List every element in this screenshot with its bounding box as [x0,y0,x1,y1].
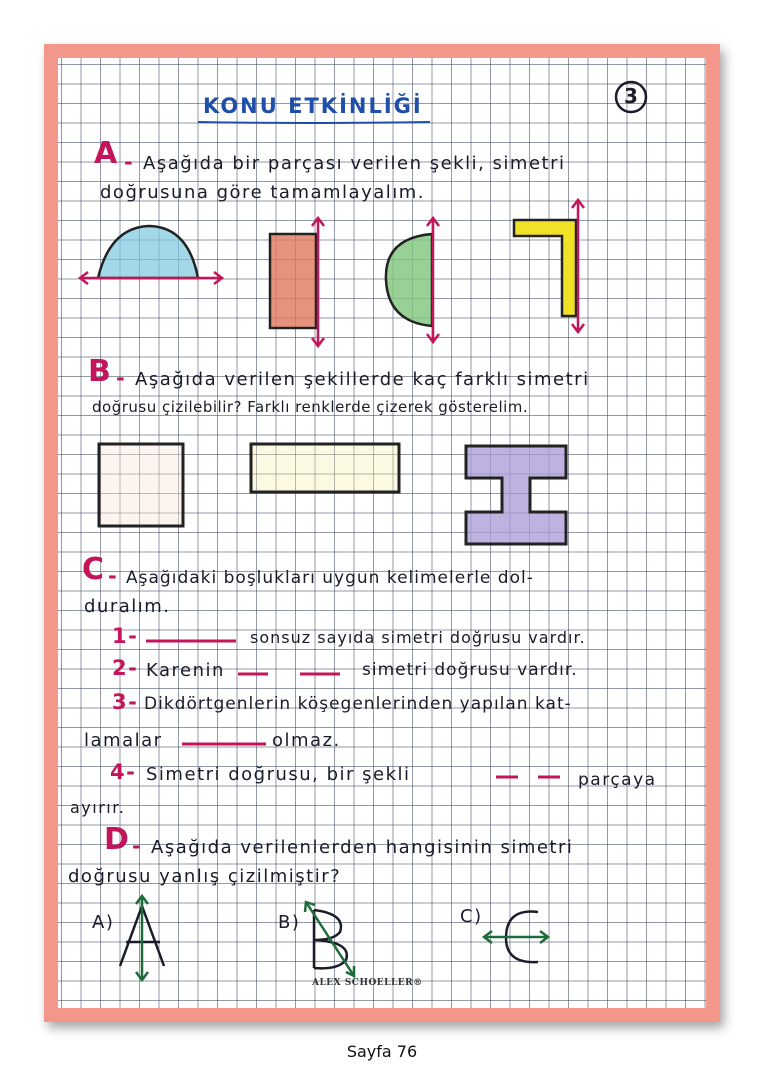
figure-a2-rectangle [270,218,324,346]
section-d-line2: doğrusu yanlış çizilmiştir? [68,866,342,887]
page-number: 3 [624,84,640,108]
title-underline [198,122,430,123]
section-d-letter: D [104,822,131,857]
section-c-letter: C [82,552,106,587]
figure-a4-L-shape [514,200,584,332]
item-3-number: 3- [112,690,139,714]
section-a-line2: doğrusuna göre tamamlayalım. [100,182,426,203]
page-footer: Sayfa 76 [346,1042,418,1061]
figure-b1-square [99,444,183,526]
figure-a3-half-circle [386,218,439,342]
item-4-cont: ayırır. [70,798,126,817]
section-b-line1: - Aşağıda verilen şekillerde kaç farklı simetri [116,366,590,390]
item-4-number: 4- [110,760,137,784]
section-c-line1: - Aşağıdaki boşlukları uygun kelimelerle dol- [108,564,534,588]
section-b-line2: doğrusu çizilebilir? Farklı renklerde çizerek gösterelim. [92,398,529,416]
figure-b3-I-shape [466,446,566,544]
item-1-number: 1- [112,624,139,648]
item-4-text: Simetri doğrusu, bir şekli [146,764,411,785]
section-b-letter: B [88,354,113,389]
item-4-text-b: parçaya [578,770,657,790]
figure-b2-rectangle [251,444,399,492]
option-c-letter-C [484,912,548,963]
option-a-label: A) [92,912,115,933]
item-3-cont: lamalar [84,730,163,751]
item-3-text: Dikdörtgenlerin köşegenlerinden yapılan kat- [144,694,572,714]
section-c-line2: duralım. [84,596,171,617]
page-title: KONU ETKİNLİĞİ [203,94,423,118]
item-2-text-b: simetri doğrusu vardır. [362,660,578,680]
option-b-letter-B [305,902,354,976]
option-a-letter-A [120,896,164,980]
item-2-text-a: Karenin [146,660,225,681]
item-2-number: 2- [112,656,139,680]
option-c-label: C) [460,906,483,927]
section-a-letter: A [94,136,119,171]
item-1-text: sonsuz sayıda simetri doğrusu vardır. [250,628,586,647]
paper-brand: ALEX SCHOELLER® [312,978,423,988]
item-3-cont-b: olmaz. [272,730,341,751]
figure-a1-half-dome [80,226,222,284]
option-b-label: B) [278,912,301,933]
section-d-line1: - Aşağıda verilenlerden hangisinin simetri [132,834,574,858]
section-a-line1: - Aşağıda bir parçası verilen şekli, simetri [124,150,566,174]
